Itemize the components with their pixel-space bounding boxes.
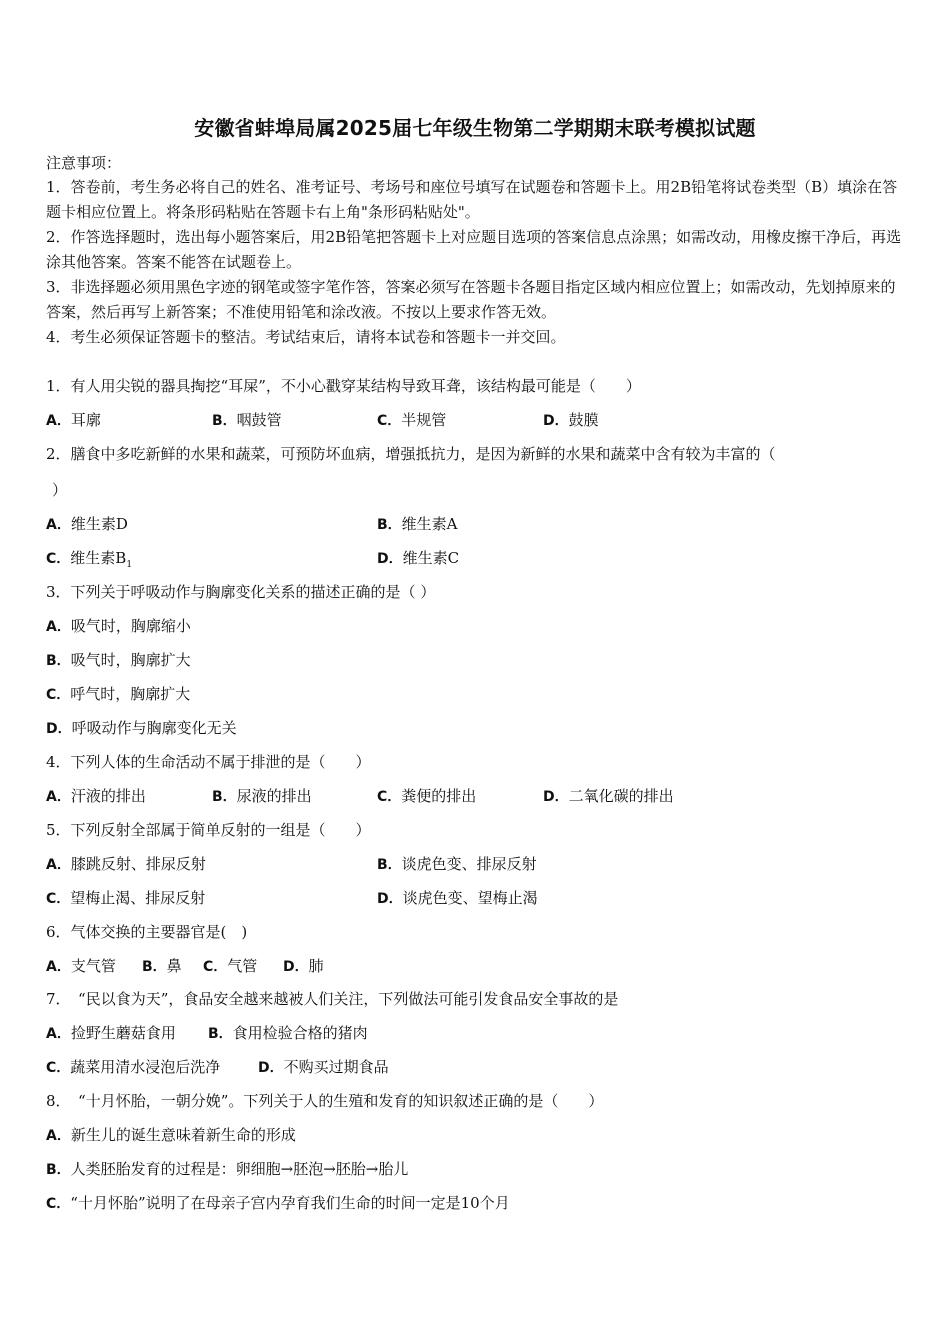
question-1-option-b bbox=[212, 410, 282, 431]
notice-item-3: 3．非选择题必须用黑色字迹的钢笔或签字笔作答，答案必须写在答题卡各题目指定区域内相应位置上；如需改动，先划掉原来的答案，然后再写上新答案；不准使用铅笔和涂改液。不按以上要求作答无效。 bbox=[46, 278, 896, 321]
option-label: B． bbox=[46, 1162, 71, 1178]
option-label: C． bbox=[377, 413, 402, 429]
question-2-option-a bbox=[46, 514, 128, 535]
option-text: “十月怀胎”说明了在母亲子宫内孕育我们生命的时间一定是10个月 bbox=[70, 1194, 510, 1212]
option-label: C． bbox=[203, 959, 228, 975]
page-title: 安徽省蚌埠局属2025届七年级生物第二学期期末联考模拟试题 bbox=[194, 116, 756, 140]
option-label: D． bbox=[377, 891, 403, 907]
option-text: 鼓膜 bbox=[568, 411, 599, 429]
option-text: 望梅止渴、排尿反射 bbox=[70, 889, 206, 907]
question-8-stem: 8． “十月怀胎，一朝分娩”。下列关于人的生殖和发育的知识叙述正确的是（ ） bbox=[46, 1092, 604, 1110]
question-4-option-a bbox=[46, 786, 146, 807]
question-6-option-b bbox=[142, 956, 182, 977]
option-text: 维生素B bbox=[70, 549, 127, 567]
option-label: C． bbox=[377, 789, 402, 805]
option-text: 吸气时，胸廓缩小 bbox=[70, 617, 191, 635]
option-text: 新生儿的诞生意味着新生命的形成 bbox=[70, 1126, 296, 1144]
option-text: 维生素A bbox=[401, 515, 458, 533]
question-7-option-b bbox=[208, 1023, 368, 1044]
notice-item-2: 2．作答选择题时，选出每小题答案后，用2B铅笔把答题卡上对应题目选项的答案信息点涂黑；如需改动，用橡皮擦干净后，再选涂其他答案。答案不能答在试题卷上。 bbox=[46, 228, 902, 271]
option-text: 捡野生蘑菇食用 bbox=[70, 1024, 176, 1042]
option-label: B． bbox=[377, 857, 402, 873]
question-6-stem: 6．气体交换的主要器官是( ) bbox=[46, 923, 248, 941]
option-text: 鼻 bbox=[166, 957, 182, 975]
option-text: 耳廓 bbox=[70, 411, 101, 429]
option-label: C． bbox=[46, 1196, 71, 1212]
option-text: 肺 bbox=[308, 957, 324, 975]
option-label: A． bbox=[46, 619, 71, 635]
option-label: D． bbox=[543, 413, 569, 429]
option-label: B． bbox=[212, 413, 237, 429]
option-text: 尿液的排出 bbox=[236, 787, 312, 805]
question-3-option-a bbox=[46, 616, 191, 637]
question-4-option-d bbox=[543, 786, 674, 807]
option-label: B． bbox=[212, 789, 237, 805]
question-7-option-a bbox=[46, 1023, 176, 1044]
question-5-option-a bbox=[46, 854, 206, 875]
question-2-option-d bbox=[377, 548, 459, 569]
question-1-option-d bbox=[543, 410, 599, 431]
question-7-option-c bbox=[46, 1057, 220, 1078]
option-label: C． bbox=[46, 1060, 71, 1076]
question-1-option-c bbox=[377, 410, 446, 431]
question-6-option-a bbox=[46, 956, 116, 977]
option-text: 谈虎色变、望梅止渴 bbox=[402, 889, 538, 907]
option-label: C． bbox=[46, 551, 71, 567]
question-5-option-b bbox=[377, 854, 537, 875]
question-2-stem-cont: ） bbox=[52, 481, 68, 499]
option-text: 半规管 bbox=[401, 411, 447, 429]
option-label: D． bbox=[46, 721, 72, 737]
question-5-option-d bbox=[377, 888, 538, 909]
question-3-stem: 3．下列关于呼吸动作与胸廓变化关系的描述正确的是（ ） bbox=[46, 583, 436, 601]
option-text: 粪便的排出 bbox=[401, 787, 477, 805]
question-4-option-b bbox=[212, 786, 312, 807]
option-subscript: 1 bbox=[126, 560, 133, 570]
option-label: A． bbox=[46, 1128, 71, 1144]
option-text: 汗液的排出 bbox=[70, 787, 146, 805]
option-text: 支气管 bbox=[70, 957, 116, 975]
question-1-stem: 1．有人用尖锐的器具掏挖“耳屎”，不小心戳穿某结构导致耳聋，该结构最可能是（ ） bbox=[46, 377, 641, 395]
question-5-stem: 5．下列反射全部属于简单反射的一组是（ ） bbox=[46, 821, 371, 839]
question-4-stem: 4．下列人体的生命活动不属于排泄的是（ ） bbox=[46, 753, 371, 771]
option-label: D． bbox=[258, 1060, 284, 1076]
question-4-option-c bbox=[377, 786, 476, 807]
option-label: B． bbox=[142, 959, 167, 975]
question-8-option-c bbox=[46, 1193, 510, 1214]
question-6-option-d bbox=[283, 956, 324, 977]
option-label: C． bbox=[46, 891, 71, 907]
option-label: C． bbox=[46, 687, 71, 703]
question-8-option-b bbox=[46, 1159, 408, 1180]
question-6-option-c bbox=[203, 956, 257, 977]
option-text: 二氧化碳的排出 bbox=[568, 787, 674, 805]
question-1-option-a bbox=[46, 410, 101, 431]
option-label: A． bbox=[46, 857, 71, 873]
option-label: A． bbox=[46, 517, 71, 533]
option-label: B． bbox=[208, 1026, 233, 1042]
option-label: B． bbox=[377, 517, 402, 533]
option-text: 呼吸动作与胸廓变化无关 bbox=[71, 719, 237, 737]
option-label: D． bbox=[377, 551, 403, 567]
option-text: 人类胚胎发育的过程是：卵细胞→胚泡→胚胎→胎儿 bbox=[70, 1160, 409, 1178]
option-text: 维生素C bbox=[402, 549, 460, 567]
question-2-option-b bbox=[377, 514, 458, 535]
option-text: 食用检验合格的猪肉 bbox=[232, 1024, 368, 1042]
option-label: A． bbox=[46, 959, 71, 975]
question-3-option-b bbox=[46, 650, 191, 671]
question-7-option-d bbox=[258, 1057, 389, 1078]
option-text: 蔬菜用清水浸泡后洗净 bbox=[70, 1058, 221, 1076]
option-text: 维生素D bbox=[70, 515, 128, 533]
notice-item-1: 1．答卷前，考生务必将自己的姓名、准考证号、考场号和座位号填写在试题卷和答题卡上。用2B铅笔将试卷类型（B）填涂在答题卡相应位置上。将条形码粘贴在答题卡右上角"条形码粘贴处"。 bbox=[46, 178, 898, 221]
option-label: A． bbox=[46, 413, 71, 429]
option-text: 气管 bbox=[227, 957, 258, 975]
option-label: D． bbox=[283, 959, 309, 975]
option-text: 不购买过期食品 bbox=[283, 1058, 389, 1076]
option-text: 谈虎色变、排尿反射 bbox=[401, 855, 537, 873]
question-8-option-a bbox=[46, 1125, 296, 1146]
option-text: 吸气时，胸廓扩大 bbox=[70, 651, 191, 669]
question-7-stem: 7． “民以食为天”，食品安全越来越被人们关注，下列做法可能引发食品安全事故的是 bbox=[46, 990, 619, 1008]
option-text: 呼气时，胸廓扩大 bbox=[70, 685, 191, 703]
option-label: D． bbox=[543, 789, 569, 805]
option-label: B． bbox=[46, 653, 71, 669]
notice-item-4: 4．考生必须保证答题卡的整洁。考试结束后，请将本试卷和答题卡一并交回。 bbox=[46, 328, 566, 346]
question-3-option-c bbox=[46, 684, 190, 705]
option-label: A． bbox=[46, 789, 71, 805]
notice-heading: 注意事项： bbox=[46, 154, 122, 172]
option-text: 膝跳反射、排尿反射 bbox=[70, 855, 206, 873]
question-3-option-d bbox=[46, 718, 237, 739]
question-5-option-c bbox=[46, 888, 205, 909]
option-label: A． bbox=[46, 1026, 71, 1042]
option-text: 咽鼓管 bbox=[236, 411, 282, 429]
question-2-option-c bbox=[46, 548, 132, 575]
question-2-stem: 2．膳食中多吃新鲜的水果和蔬菜，可预防坏血病，增强抵抗力，是因为新鲜的水果和蔬菜中含有较为丰富的（ bbox=[46, 445, 776, 463]
